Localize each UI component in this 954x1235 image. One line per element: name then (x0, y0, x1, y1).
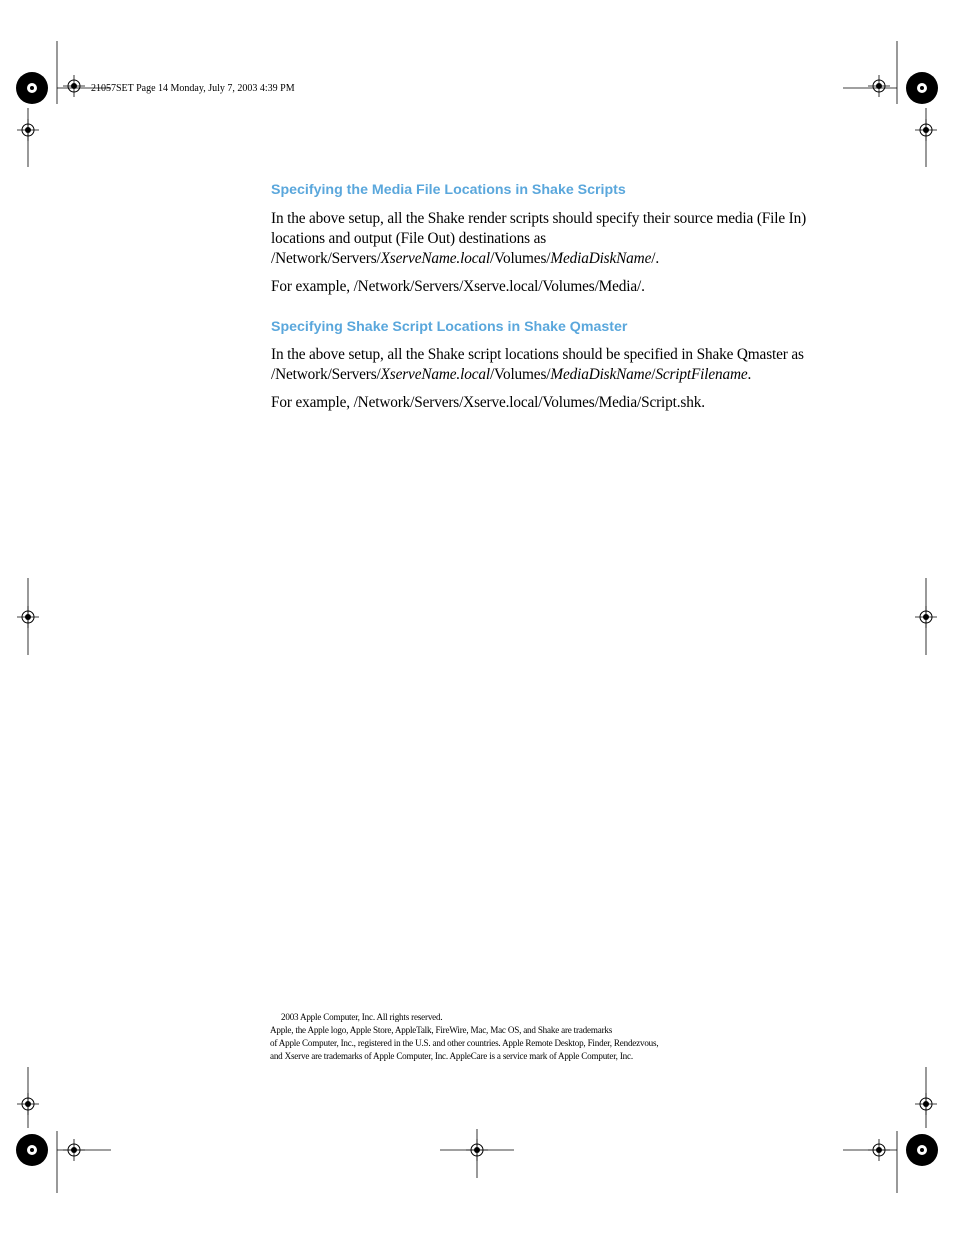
path-variable: ScriptFilename (655, 366, 748, 383)
paragraph-example-media (271, 277, 811, 297)
path-part: /Volumes/ (489, 250, 551, 267)
path-part: /Volumes/ (489, 366, 551, 383)
paragraph-example-script (271, 393, 811, 413)
paragraph-render-scripts (271, 209, 811, 269)
path-variable: MediaDiskName (550, 366, 652, 383)
path-part: /Network/Servers/ (271, 366, 381, 383)
copyright-line: 2003 Apple Computer, Inc. All rights reserved. (281, 1012, 443, 1022)
path-line (271, 365, 811, 385)
example-text: For example, /Network/Servers/Xserve.local/Volumes/Media/Script.shk. (271, 394, 705, 411)
trademark-line: of Apple Computer, Inc., registered in the U.S. and other countries. Apple Remote Desktop, Finder, Rendezvous, (270, 1038, 659, 1048)
example-text: For example, /Network/Servers/Xserve.local/Volumes/Media/. (271, 278, 645, 295)
legal-notice (270, 1011, 658, 1063)
path-variable: MediaDiskName (550, 250, 652, 267)
path-part: /. (651, 250, 659, 267)
section-heading-script-locations: Specifying Shake Script Locations in Shake Qmaster (271, 319, 628, 335)
print-slug: 21057SET Page 14 Monday, July 7, 2003 4:39 PM (91, 83, 295, 94)
paragraph-script-locations (271, 345, 811, 385)
text-line: In the above setup, all the Shake script locations should be specified in Shake Qmaster as (271, 346, 804, 363)
text-line: locations and output (File Out) destinations as (271, 230, 547, 247)
trademark-line: and Xserve are trademarks of Apple Computer, Inc. AppleCare is a service mark of Apple Computer, Inc. (270, 1051, 633, 1061)
section-heading-media-file-locations: Specifying the Media File Locations in Shake Scripts (271, 182, 626, 198)
trademark-line: Apple, the Apple logo, Apple Store, AppleTalk, FireWire, Mac, Mac OS, and Shake are trademarks (270, 1025, 613, 1035)
path-part: / (651, 366, 656, 383)
path-part: /Network/Servers/ (271, 250, 381, 267)
path-variable: XserveName.local (380, 366, 490, 383)
text-line: In the above setup, all the Shake render scripts should specify their source media (File In) (271, 210, 807, 227)
path-variable: XserveName.local (380, 250, 490, 267)
path-line (271, 249, 811, 269)
path-part: . (747, 366, 752, 383)
